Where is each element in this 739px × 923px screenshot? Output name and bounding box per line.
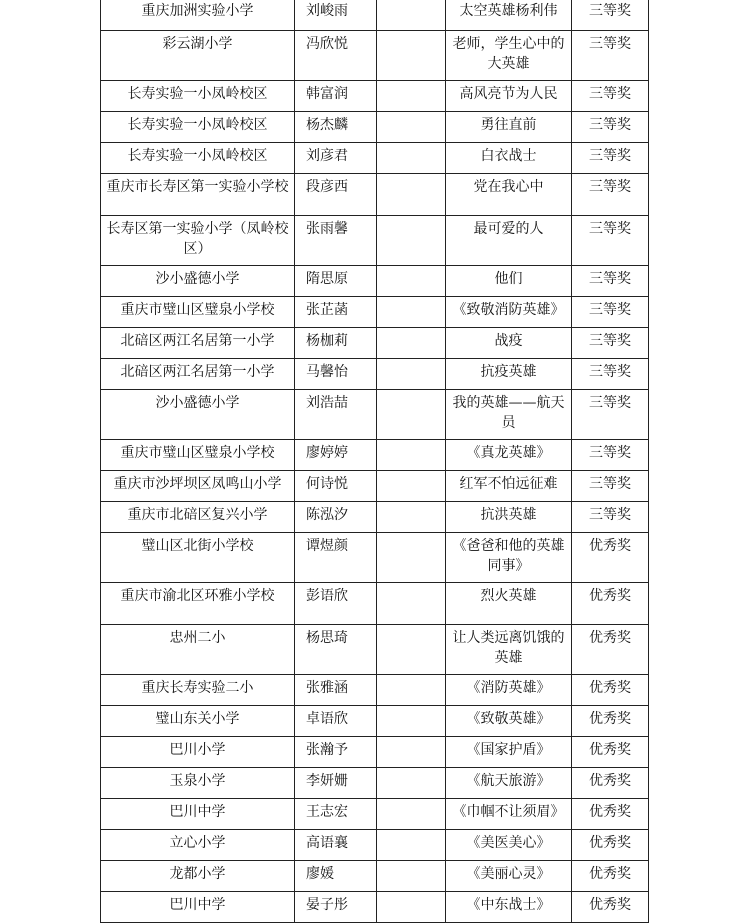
award-cell: 三等奖 [572,266,649,297]
work-title-cell: 《中东战士》 [446,892,572,923]
work-title-cell: 《致敬消防英雄》 [446,297,572,328]
school-cell: 长寿实验一小凤岭校区 [101,112,295,143]
school-cell: 彩云湖小学 [101,31,295,81]
award-cell: 三等奖 [572,471,649,502]
award-cell: 三等奖 [572,0,649,31]
school-cell: 巴川中学 [101,799,295,830]
school-cell: 重庆市璧山区璧泉小学校 [101,440,295,471]
award-cell: 三等奖 [572,359,649,390]
teacher-cell [377,112,446,143]
school-cell: 北碚区两江名居第一小学 [101,328,295,359]
work-title-cell: 抗洪英雄 [446,502,572,533]
school-cell: 重庆加洲实验小学 [101,0,295,31]
work-title-cell: 红军不怕远征难 [446,471,572,502]
student-name-cell: 张瀚予 [295,737,377,768]
student-name-cell: 晏子彤 [295,892,377,923]
student-name-cell: 王志宏 [295,799,377,830]
teacher-cell [377,861,446,892]
table-row [101,143,649,174]
table-row [101,297,649,328]
school-cell: 长寿区第一实验小学（凤岭校区） [101,216,295,266]
table-row [101,174,649,216]
award-cell: 三等奖 [572,502,649,533]
teacher-cell [377,440,446,471]
table-row [101,359,649,390]
student-name-cell: 韩富润 [295,81,377,112]
work-title-cell: 老师，学生心中的大英雄 [446,31,572,81]
work-title-cell: 《美丽心灵》 [446,861,572,892]
award-cell: 三等奖 [572,174,649,216]
award-cell: 优秀奖 [572,625,649,675]
teacher-cell [377,625,446,675]
teacher-cell [377,583,446,625]
table-row [101,471,649,502]
award-cell: 三等奖 [572,31,649,81]
table-row [101,112,649,143]
table-row [101,81,649,112]
table-row [101,625,649,675]
school-cell: 巴川小学 [101,737,295,768]
teacher-cell [377,799,446,830]
student-name-cell: 杨枷莉 [295,328,377,359]
table-row [101,216,649,266]
award-cell: 优秀奖 [572,675,649,706]
table-row [101,675,649,706]
teacher-cell [377,675,446,706]
school-cell: 璧山东关小学 [101,706,295,737]
table-row [101,768,649,799]
table-row [101,799,649,830]
work-title-cell: 抗疫英雄 [446,359,572,390]
award-cell: 三等奖 [572,216,649,266]
student-name-cell: 谭煜颜 [295,533,377,583]
teacher-cell [377,359,446,390]
table-row [101,830,649,861]
work-title-cell: 党在我心中 [446,174,572,216]
work-title-cell: 白衣战士 [446,143,572,174]
table-row [101,440,649,471]
award-cell: 三等奖 [572,297,649,328]
teacher-cell [377,266,446,297]
student-name-cell: 刘浩喆 [295,390,377,440]
teacher-cell [377,768,446,799]
award-cell: 优秀奖 [572,799,649,830]
teacher-cell [377,830,446,861]
award-cell: 三等奖 [572,390,649,440]
teacher-cell [377,471,446,502]
teacher-cell [377,706,446,737]
school-cell: 忠州二小 [101,625,295,675]
work-title-cell: 我的英雄——航天员 [446,390,572,440]
table-row [101,0,649,31]
school-cell: 重庆市沙坪坝区凤鸣山小学 [101,471,295,502]
student-name-cell: 卓语欣 [295,706,377,737]
table-row [101,328,649,359]
teacher-cell [377,31,446,81]
teacher-cell [377,216,446,266]
teacher-cell [377,533,446,583]
award-cell: 优秀奖 [572,768,649,799]
school-cell: 玉泉小学 [101,768,295,799]
award-cell: 三等奖 [572,440,649,471]
table-row [101,266,649,297]
school-cell: 璧山区北街小学校 [101,533,295,583]
school-cell: 重庆市长寿区第一实验小学校 [101,174,295,216]
student-name-cell: 何诗悦 [295,471,377,502]
award-cell: 优秀奖 [572,892,649,923]
student-name-cell: 廖媛 [295,861,377,892]
table-row [101,737,649,768]
teacher-cell [377,892,446,923]
award-cell: 优秀奖 [572,830,649,861]
work-title-cell: 《致敬英雄》 [446,706,572,737]
award-table [100,0,649,923]
student-name-cell: 彭语欣 [295,583,377,625]
teacher-cell [377,390,446,440]
work-title-cell: 《巾帼不让须眉》 [446,799,572,830]
teacher-cell [377,297,446,328]
work-title-cell: 烈火英雄 [446,583,572,625]
student-name-cell: 刘彦君 [295,143,377,174]
school-cell: 沙小盛德小学 [101,390,295,440]
work-title-cell: 《真龙英雄》 [446,440,572,471]
student-name-cell: 李妍姗 [295,768,377,799]
table-row [101,706,649,737]
teacher-cell [377,143,446,174]
award-cell: 三等奖 [572,328,649,359]
table-row [101,390,649,440]
student-name-cell: 张雨馨 [295,216,377,266]
teacher-cell [377,81,446,112]
teacher-cell [377,502,446,533]
table-row [101,31,649,81]
work-title-cell: 最可爱的人 [446,216,572,266]
award-cell: 优秀奖 [572,737,649,768]
school-cell: 重庆长寿实验二小 [101,675,295,706]
student-name-cell: 段彦西 [295,174,377,216]
table-row [101,861,649,892]
award-cell: 优秀奖 [572,861,649,892]
teacher-cell [377,737,446,768]
work-title-cell: 让人类远离饥饿的英雄 [446,625,572,675]
teacher-cell [377,0,446,31]
school-cell: 龙都小学 [101,861,295,892]
teacher-cell [377,174,446,216]
school-cell: 沙小盛德小学 [101,266,295,297]
school-cell: 巴川中学 [101,892,295,923]
school-cell: 长寿实验一小凤岭校区 [101,143,295,174]
student-name-cell: 廖婷婷 [295,440,377,471]
work-title-cell: 高风亮节为人民 [446,81,572,112]
school-cell: 北碚区两江名居第一小学 [101,359,295,390]
student-name-cell: 杨思琦 [295,625,377,675]
work-title-cell: 《爸爸和他的英雄同事》 [446,533,572,583]
award-cell: 优秀奖 [572,583,649,625]
work-title-cell: 他们 [446,266,572,297]
school-cell: 重庆市璧山区璧泉小学校 [101,297,295,328]
work-title-cell: 《消防英雄》 [446,675,572,706]
award-cell: 三等奖 [572,143,649,174]
table-row [101,583,649,625]
work-title-cell: 《美医美心》 [446,830,572,861]
school-cell: 重庆市渝北区环雅小学校 [101,583,295,625]
teacher-cell [377,328,446,359]
student-name-cell: 隋思原 [295,266,377,297]
student-name-cell: 马馨怡 [295,359,377,390]
award-cell: 优秀奖 [572,706,649,737]
table-row [101,533,649,583]
student-name-cell: 冯欣悦 [295,31,377,81]
work-title-cell: 战疫 [446,328,572,359]
school-cell: 立心小学 [101,830,295,861]
school-cell: 重庆市北碚区复兴小学 [101,502,295,533]
work-title-cell: 太空英雄杨利伟 [446,0,572,31]
school-cell: 长寿实验一小凤岭校区 [101,81,295,112]
student-name-cell: 陈泓汐 [295,502,377,533]
award-cell: 优秀奖 [572,533,649,583]
work-title-cell: 勇往直前 [446,112,572,143]
student-name-cell: 刘峻雨 [295,0,377,31]
award-table-body [101,0,649,923]
work-title-cell: 《航天旅游》 [446,768,572,799]
award-cell: 三等奖 [572,112,649,143]
student-name-cell: 高语襄 [295,830,377,861]
work-title-cell: 《国家护盾》 [446,737,572,768]
award-cell: 三等奖 [572,81,649,112]
table-row [101,502,649,533]
student-name-cell: 张雅涵 [295,675,377,706]
table-row [101,892,649,923]
student-name-cell: 张芷菡 [295,297,377,328]
student-name-cell: 杨杰麟 [295,112,377,143]
